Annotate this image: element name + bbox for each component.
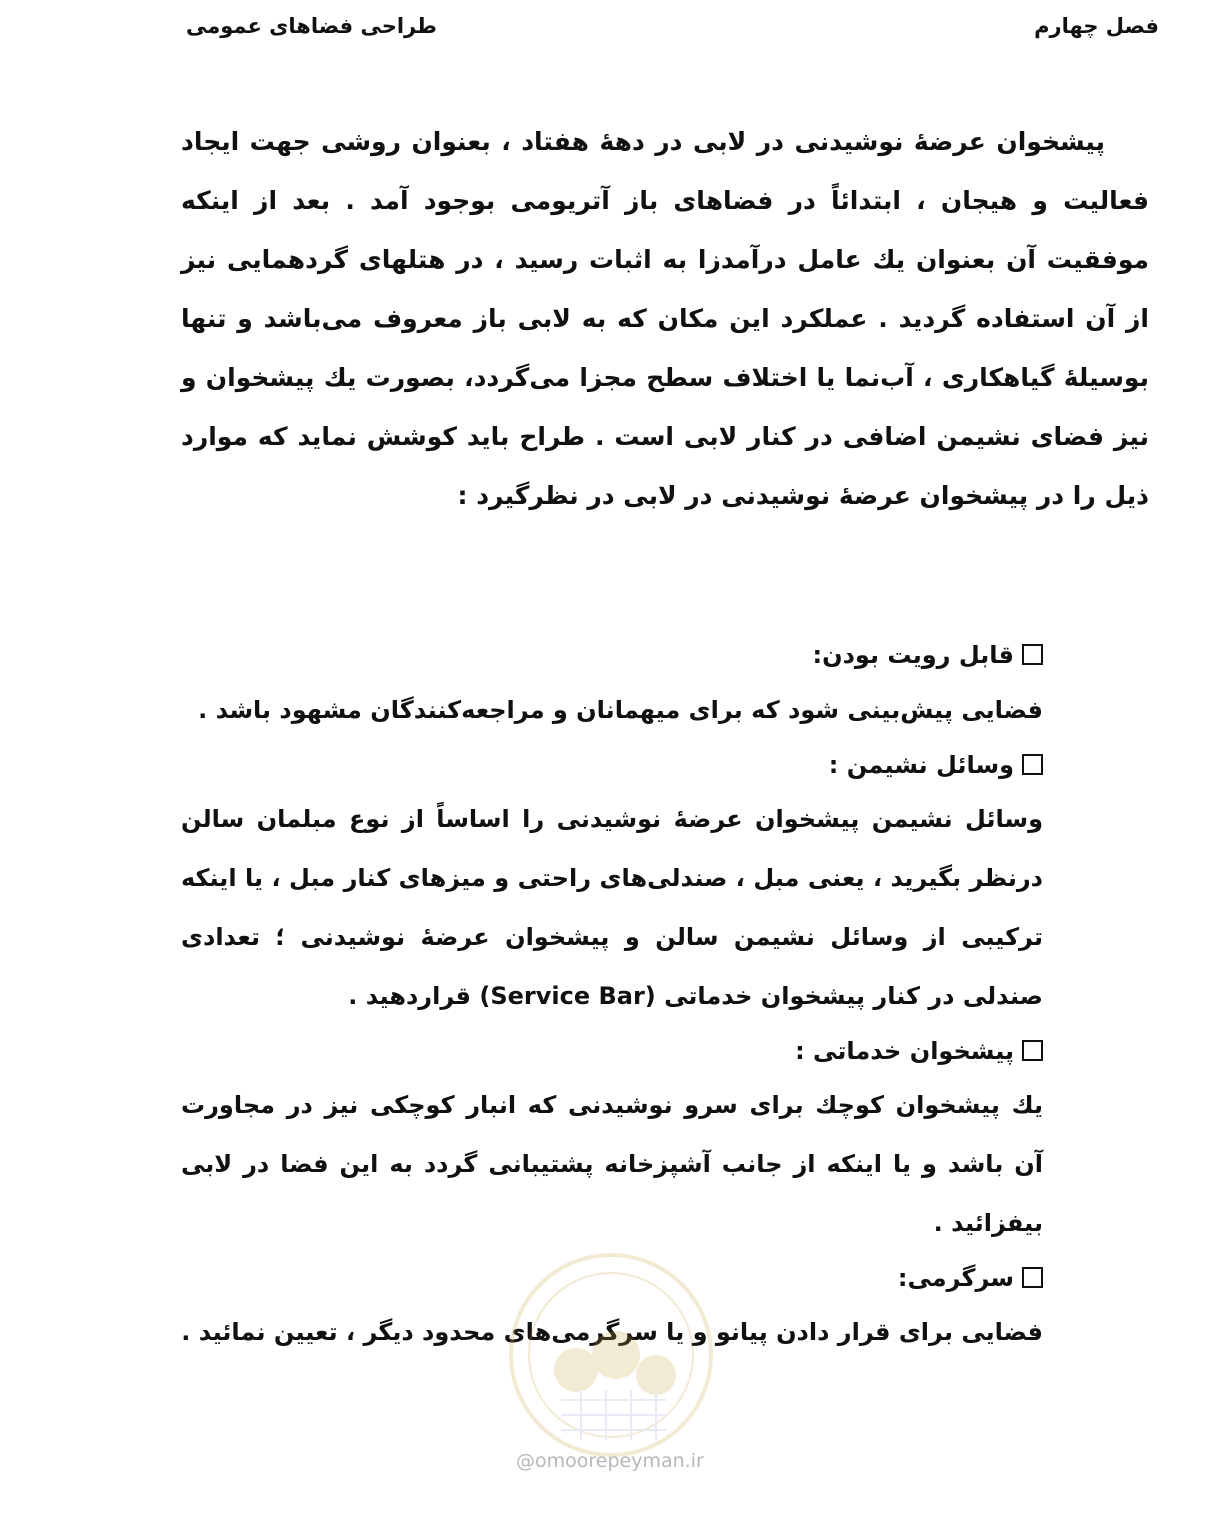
section-heading [181, 630, 1043, 680]
section-body: فضایی پیش‌بینی شود که برای میهمانان و مراجعه‌کنندگان مشهود باشد . [198, 696, 1043, 724]
section-heading [181, 1253, 1043, 1303]
checkbox-icon [1022, 1040, 1043, 1061]
section-heading-text: وسائل نشیمن : [828, 751, 1014, 779]
intro-text: پیشخوان عرضهٔ نوشیدنی در لابی در دههٔ هفتاد ، بعنوان روشی جهت ایجاد فعالیت و هیجان ، ابتدائاً در فضاهای باز آتریومی بوجود آمد . بعد از اینکه موفقیت آن بعنوان یك عامل درآمدزا به اثبات رسید ، در هتلهای گردهمایی نیز از آن استفاده گردید . عملکرد این مکان که به لابی باز معروف می‌باشد و تنها بوسیلهٔ گیاهکاری ، آب‌نما یا اختلاف سطح مجزا می‌گردد، بصورت یك پیشخوان و نیز فضای نشیمن اضافی در کنار لابی است . طراح باید کوشش نماید که موارد ذیل را در پیشخوان عرضهٔ نوشیدنی در لابی در نظرگیرد : [181, 127, 1149, 510]
checkbox-icon [1022, 1267, 1043, 1288]
running-header [0, 14, 1229, 50]
section-service-bar [181, 1026, 1043, 1253]
section-body: فضایی برای قرار دادن پیانو و یا سرگرمی‌های محدود دیگر ، تعیین نمائید . [181, 1318, 1043, 1346]
section-seating [181, 740, 1043, 1026]
section-body: وسائل نشیمن پیشخوان عرضهٔ نوشیدنی را اساساً از نوع مبلمان سالن درنظر بگیرید ، یعنی مبل ، صندلی‌های راحتی و میزهای کنار مبل ، یا اینکه ترکیبی از وسائل نشیمن سالن و پیشخوان عرضهٔ نوشیدنی ؛ تعدادی صندلی در کنار پیشخوان خدماتی (Service Bar) قراردهید . [181, 805, 1043, 1010]
design-considerations-list [181, 630, 1043, 1362]
section-heading-text: قابل رویت بودن: [812, 641, 1014, 669]
checkbox-icon [1022, 754, 1043, 775]
chapter-title: طراحی فضاهای عمومی [186, 14, 437, 38]
chapter-label: فصل چهارم [1034, 14, 1159, 38]
section-body: یك پیشخوان کوچك برای سرو نوشیدنی که انبار کوچکی نیز در مجاورت آن باشد و یا اینکه از جانب آشپزخانه پشتیبانی گردد به این فضا در لابی بیفزائید . [181, 1091, 1043, 1237]
section-heading [181, 1026, 1043, 1076]
section-visibility [181, 630, 1043, 740]
section-entertainment [181, 1253, 1043, 1362]
watermark-label: @omoorepeyman.ir [516, 1450, 704, 1472]
section-heading-text: پیشخوان خدماتی : [795, 1037, 1014, 1065]
section-heading-text: سرگرمی: [897, 1264, 1014, 1292]
checkbox-icon [1022, 644, 1043, 665]
intro-paragraph [181, 112, 1149, 525]
section-heading [181, 740, 1043, 790]
